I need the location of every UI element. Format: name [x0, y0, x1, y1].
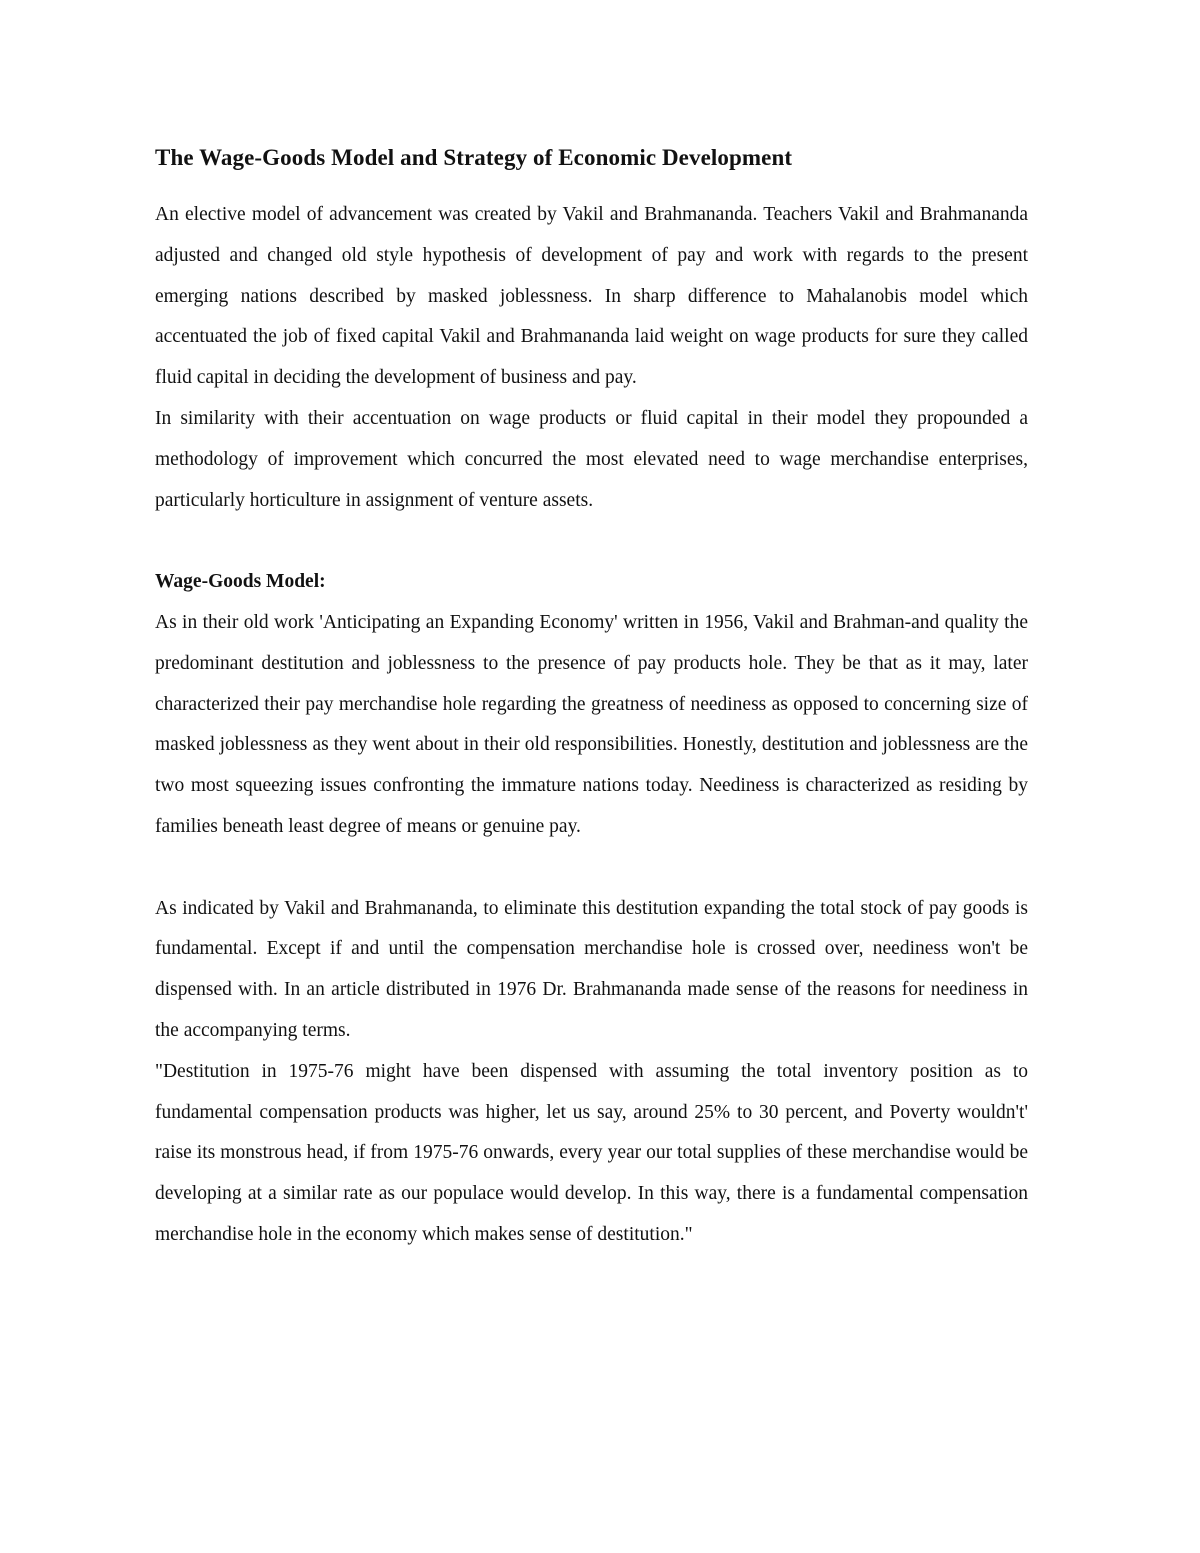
document-title: The Wage-Goods Model and Strategy of Economic Development	[155, 145, 793, 170]
paragraph-spacer	[155, 521, 1028, 562]
section-heading: Wage-Goods Model:	[155, 571, 326, 593]
intro-paragraph-2: In similarity with their accentuation on wage products or fluid capital in their model they propounded a methodology of improvement which concurred the most elevated need to wage merchandise enterprises, particularly horticulture in assignment of venture assets.	[155, 407, 1028, 511]
intro-paragraph-1: An elective model of advancement was created by Vakil and Brahmananda. Teachers Vakil and Brahmananda adjusted and changed old style hypothesis of development of pay and work with regards to the present emerging nations described by masked joblessness. In sharp difference to Mahalanobis model which accentuated the job of fixed capital Vakil and Brahmananda laid weight on wage products for sure they called fluid capital in deciding the development of business and pay.	[155, 204, 1028, 389]
paragraph-spacer	[155, 848, 1028, 889]
section-paragraph-1: As in their old work 'Anticipating an Expanding Economy' written in 1956, Vakil and Brahman-and quality the predominant destitution and joblessness to the presence of pay products hole. They be that as it may, later characterized their pay merchandise hole regarding the greatness of neediness as opposed to concerning size of masked joblessness as they went about in their old responsibilities. Honestly, destitution and joblessness are the two most squeezing issues confronting the immature nations today. Neediness is characterized as residing by families beneath least degree of means or genuine pay.	[155, 611, 1028, 837]
section-paragraph-2: As indicated by Vakil and Brahmananda, to eliminate this destitution expanding the total stock of pay goods is fundamental. Except if and until the compensation merchandise hole is crossed over, neediness won't be dispensed with. In an article distributed in 1976 Dr. Brahmananda made sense of the reasons for neediness in the accompanying terms.	[155, 897, 1028, 1041]
quote-paragraph: "Destitution in 1975-76 might have been dispensed with assuming the total inventory position as to fundamental compensation products was higher, let us say, around 25% to 30 percent, and Poverty wouldn't' raise its monstrous head, if from 1975-76 onwards, every year our total supplies of these merchandise would be developing at a similar rate as our populace would develop. In this way, there is a fundamental compensation merchandise hole in the economy which makes sense of destitution."	[155, 1060, 1028, 1245]
